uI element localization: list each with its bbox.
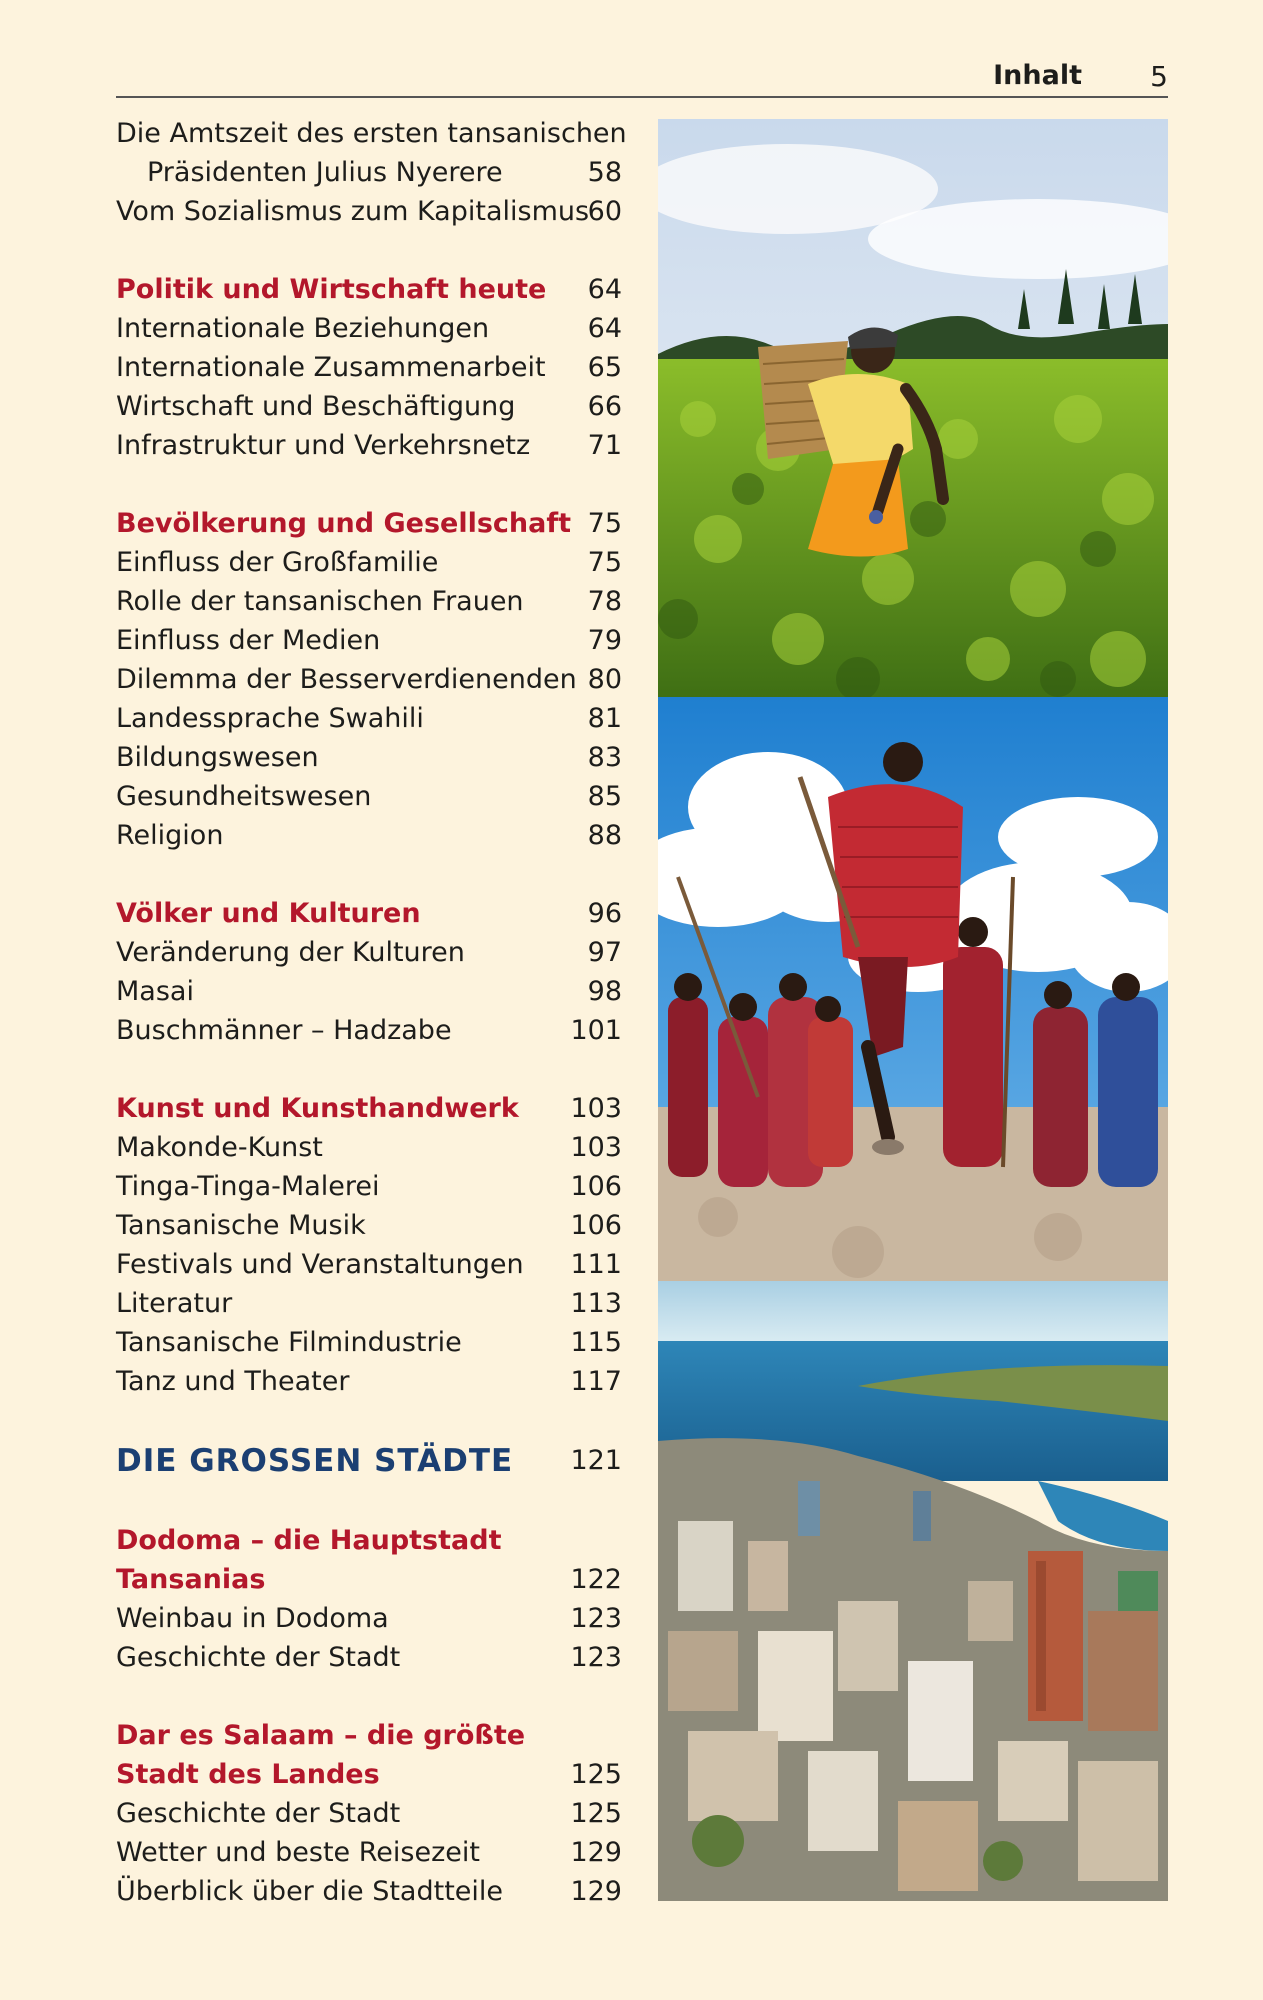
toc-entry [116,426,622,465]
toc-entry [116,1833,622,1872]
toc-entry [116,348,622,387]
toc-title: Masai [116,976,194,1007]
toc-chapter-heading [116,1716,622,1755]
toc-entry [116,1011,622,1050]
toc-page-number: 121 [570,1445,622,1476]
toc-title: Stadt des Landes [116,1759,380,1790]
toc-page-number: 58 [587,157,622,188]
toc-title: Wirtschaft und Beschäftigung [116,391,516,422]
toc-page-number: 75 [587,547,622,578]
toc-chapter-heading [116,504,622,543]
toc-spacer [116,1677,622,1716]
toc-page-number: 115 [570,1327,622,1358]
toc-page-number: 117 [570,1366,622,1397]
toc-entry [116,660,622,699]
toc-part-heading [116,1437,622,1485]
toc-entry [116,582,622,621]
toc-entry [116,114,627,153]
toc-entry [116,192,622,231]
toc-title: Tansanias [116,1564,266,1595]
toc-page-number: 103 [570,1093,622,1124]
toc-chapter-heading [116,894,622,933]
toc-entry [116,1206,622,1245]
toc-entry [116,816,622,855]
toc-page-number: 88 [587,820,622,851]
toc-page-number: 123 [570,1603,622,1634]
toc-title: Buschmänner – Hadzabe [116,1015,452,1046]
toc-chapter-heading [116,1521,622,1560]
toc-page-number: 85 [587,781,622,812]
toc-title: Politik und Wirtschaft heute [116,274,547,305]
toc-entry [116,972,622,1011]
toc-entry [116,543,622,582]
toc-title: Völker und Kulturen [116,898,421,929]
toc-title: Makonde-Kunst [116,1132,323,1163]
toc-chapter-heading [116,1089,622,1128]
toc-title: Kunst und Kunsthandwerk [116,1093,519,1124]
toc-title: Landessprache Swahili [116,703,424,734]
toc-page-number: 125 [570,1759,622,1790]
toc-spacer [116,231,622,270]
toc-title: Gesundheitswesen [116,781,372,812]
toc-title: Internationale Zusammenarbeit [116,352,546,383]
toc-page-number: 125 [570,1798,622,1829]
toc-page-number: 80 [587,664,622,695]
toc-page-number: 129 [570,1837,622,1868]
toc-title: Tansanische Musik [116,1210,366,1241]
toc-title: Vom Sozialismus zum Kapitalismus [116,196,590,227]
toc-entry [116,1872,622,1911]
toc-page-number: 103 [570,1132,622,1163]
toc-chapter-heading [116,1560,622,1599]
toc-entry [116,1362,622,1401]
toc-title: DIE GROSSEN STÄDTE [116,1443,514,1479]
toc-title: Wetter und beste Reisezeit [116,1837,480,1868]
toc-entry [116,1794,622,1833]
toc-title: Geschichte der Stadt [116,1798,401,1829]
toc-page-number: 79 [587,625,622,656]
toc-entry [116,621,622,660]
toc-page-number: 64 [587,274,622,305]
toc-title: Präsidenten Julius Nyerere [147,157,503,188]
toc-page-number: 96 [587,898,622,929]
toc-entry [116,153,622,192]
toc-title: Bevölkerung und Gesellschaft [116,508,572,539]
toc-page-number: 81 [587,703,622,734]
running-header [116,58,1168,98]
toc-title: Rolle der tansanischen Frauen [116,586,524,617]
toc-title: Überblick über die Stadtteile [116,1876,504,1907]
toc-page-number: 65 [587,352,622,383]
toc-page-number: 64 [587,313,622,344]
toc-chapter-heading [116,270,622,309]
table-of-contents [116,114,627,1911]
toc-page-number: 113 [570,1288,622,1319]
toc-page-number: 123 [570,1642,622,1673]
toc-entry [116,309,622,348]
toc-title: Dilemma der Besserverdienenden [116,664,577,695]
dar-es-salaam-aerial-photo [658,1281,1168,1901]
toc-chapter-heading [116,1755,622,1794]
toc-page-number: 129 [570,1876,622,1907]
toc-page-number: 101 [570,1015,622,1046]
toc-title: Tinga-Tinga-Malerei [116,1171,380,1202]
toc-title: Einfluss der Medien [116,625,381,656]
toc-entry [116,699,622,738]
toc-entry [116,1245,622,1284]
toc-spacer [116,855,622,894]
toc-page-number: 78 [587,586,622,617]
tea-picker-photo [658,119,1168,697]
toc-title: Die Amtszeit des ersten tansanischen [116,118,627,149]
toc-entry [116,1284,622,1323]
toc-title: Literatur [116,1288,233,1319]
toc-title: Einfluss der Großfamilie [116,547,439,578]
toc-spacer [116,465,622,504]
toc-title: Geschichte der Stadt [116,1642,401,1673]
toc-title: Internationale Beziehungen [116,313,490,344]
toc-entry [116,1128,622,1167]
toc-page-number: 122 [570,1564,622,1595]
photo-column [658,119,1168,1901]
toc-title: Veränderung der Kulturen [116,937,465,968]
toc-entry [116,1599,622,1638]
toc-page-number: 97 [587,937,622,968]
toc-page-number: 71 [587,430,622,461]
toc-page-number: 83 [587,742,622,773]
toc-page-number: 111 [570,1249,622,1280]
toc-entry [116,387,622,426]
toc-title: Religion [116,820,224,851]
toc-spacer [116,1401,622,1437]
toc-entry [116,1167,622,1206]
toc-entry [116,933,622,972]
page-number: 5 [1150,60,1168,93]
toc-title: Weinbau in Dodoma [116,1603,389,1634]
toc-title: Bildungswesen [116,742,319,773]
running-header-section: Inhalt [993,60,1082,91]
toc-page-number: 98 [587,976,622,1007]
toc-page-number: 75 [587,508,622,539]
toc-entry [116,738,622,777]
toc-page-number: 106 [570,1171,622,1202]
toc-title: Dodoma – die Hauptstadt [116,1525,502,1556]
toc-title: Dar es Salaam – die größte [116,1720,526,1751]
toc-entry [116,1638,622,1677]
toc-spacer [116,1050,622,1089]
toc-page-number: 60 [587,196,622,227]
toc-page-number: 66 [587,391,622,422]
toc-title: Infrastruktur und Verkehrsnetz [116,430,531,461]
toc-entry [116,1323,622,1362]
toc-page-number: 106 [570,1210,622,1241]
toc-title: Festivals und Veranstaltungen [116,1249,524,1280]
toc-spacer [116,1485,622,1521]
toc-entry [116,777,622,816]
toc-title: Tansanische Filmindustrie [116,1327,462,1358]
toc-title: Tanz und Theater [116,1366,350,1397]
masai-jumping-photo [658,697,1168,1281]
